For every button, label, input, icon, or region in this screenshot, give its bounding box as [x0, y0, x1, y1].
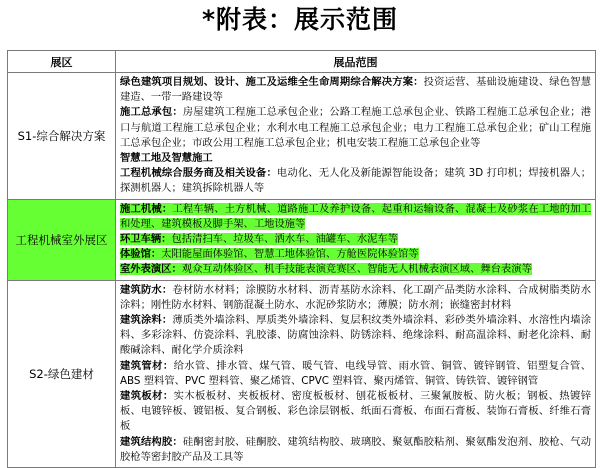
table-row [8, 199, 596, 280]
page-title: *附表：展示范围 [201, 5, 399, 34]
zone-cell: S1-综合解决方案 [8, 73, 116, 200]
item-text: 卷材防水材料；涂膜防水材料、沥青基防水涂料、化工副产品类防水涂料、合成树脂类防水涂料；刚性防水材料、钢筋混凝土防水、水泥砂浆防水；薄膜；防水剂；嵌缝密封材料 [120, 283, 592, 311]
item-label: 绿色建筑项目规划、设计、施工及运维全生命周期综合解决方案： [120, 76, 424, 88]
table-header-row [8, 51, 596, 73]
item-label: 建筑管材： [120, 359, 174, 372]
item-label: 建筑板材： [120, 390, 174, 403]
zone-cell: 工程机械室外展区 [8, 199, 116, 280]
scope-cell [116, 199, 596, 280]
zone-cell: S2-绿色建材 [8, 280, 116, 467]
scope-item [120, 313, 591, 359]
scope-item [120, 435, 591, 465]
header-scope: 展品范围 [116, 51, 596, 73]
item-label: 智慧工地及智慧施工 [120, 152, 213, 165]
item-text: 太阳能屋面体验馆、智慧工地体验馆、方舱医院体验馆等 [161, 248, 419, 261]
scope-item [120, 105, 591, 151]
scope-cell [116, 73, 596, 200]
item-label: 建筑结构胶： [120, 435, 183, 448]
item-text: 投资运营、基础设施建设、绿色智慧建造、一带一路建设等 [120, 76, 592, 104]
scope-item [120, 202, 591, 232]
scope-item [120, 247, 591, 262]
item-text: 硅酮密封胶、硅酮胶、建筑结构胶、玻璃胶、聚氨酯胶粘剂、聚氨酯发泡剂、胶枪、气动胶枪等密封胶产品及工具等 [120, 435, 592, 463]
item-text: 工程车辆、土方机械、道路施工及养护设备、起重和运输设备、混凝土及砂浆在工地的加工和处理、建筑模板及脚手架、工地设施等 [120, 202, 592, 230]
item-text: 实木板板材、夹板板材、密度板板材、刨花板板材、三聚氰胺板、防火板；钢板、热镀锌板、电镀锌板、镀铝板、复合钢板、彩色涂层钢板、纸面石膏板、布面石膏板、装饰石膏板、纤维石膏板 [120, 390, 592, 433]
exhibit-scope-table [7, 50, 596, 468]
item-label: 建筑防水： [120, 283, 173, 296]
scope-item [120, 166, 591, 196]
item-label: 建筑涂料： [120, 314, 173, 327]
item-text: 包括清扫车、垃圾车、洒水车、油罐车、水泥车等 [171, 233, 399, 246]
item-label: 施工总承包： [120, 106, 183, 119]
item-text: 观众互动体验区、机手技能表演竞赛区、智能无人机械表演区域、舞台表演等 [181, 263, 532, 276]
item-text: 给水管、排水管、煤气管、暖气管、电线导管、雨水管、铜管、镀锌钢管、铝塑复合管、ABS 塑料管、PVC 塑料管、聚乙烯管、CPVC 塑料管、聚丙烯管、铜管、铸铁管、镀锌钢管 [120, 359, 592, 387]
scope-item [120, 232, 591, 247]
item-label: 环卫车辆： [120, 233, 172, 246]
scope-item [120, 75, 591, 105]
table-row [8, 73, 596, 200]
item-label: 室外表演区： [120, 263, 182, 276]
scope-item [120, 283, 591, 313]
scope-item [120, 359, 591, 389]
item-text: 房屋建筑工程施工总承包企业；公路工程施工总承包企业、铁路工程施工总承包企业；港口与航道工程施工总承包企业；水利水电工程施工总承包企业；电力工程施工总承包企业；矿山工程施工总承包企业；市政公用工程施工总承包企业；机电安装工程施工总承包企业等 [120, 106, 592, 149]
scope-item [120, 262, 591, 277]
scope-item [120, 151, 591, 166]
header-zone: 展区 [8, 51, 116, 73]
item-text: 电动化、无人化及新能源智能设备；建筑 3D 打印机；焊接机器人；探测机器人；建筑拆除机器人等 [120, 167, 592, 195]
item-text: 薄质类外墙涂料、厚质类外墙涂料、复层积纹类外墙涂料、彩砂类外墙涂料、水溶性内墙涂料、多彩涂料、仿瓷涂料、乳胶漆、防腐蚀涂料、防锈涂料、绝缘涂料、耐高温涂料、耐老化涂料、耐酸碱涂料、耐化学介质涂料 [120, 314, 592, 357]
item-label: 施工机械： [120, 202, 173, 215]
item-label: 体验馆： [120, 248, 162, 261]
item-label: 工程机械综合服务商及相关设备： [120, 167, 277, 180]
scope-cell [116, 280, 596, 467]
table-row [8, 280, 596, 467]
scope-item [120, 389, 591, 435]
